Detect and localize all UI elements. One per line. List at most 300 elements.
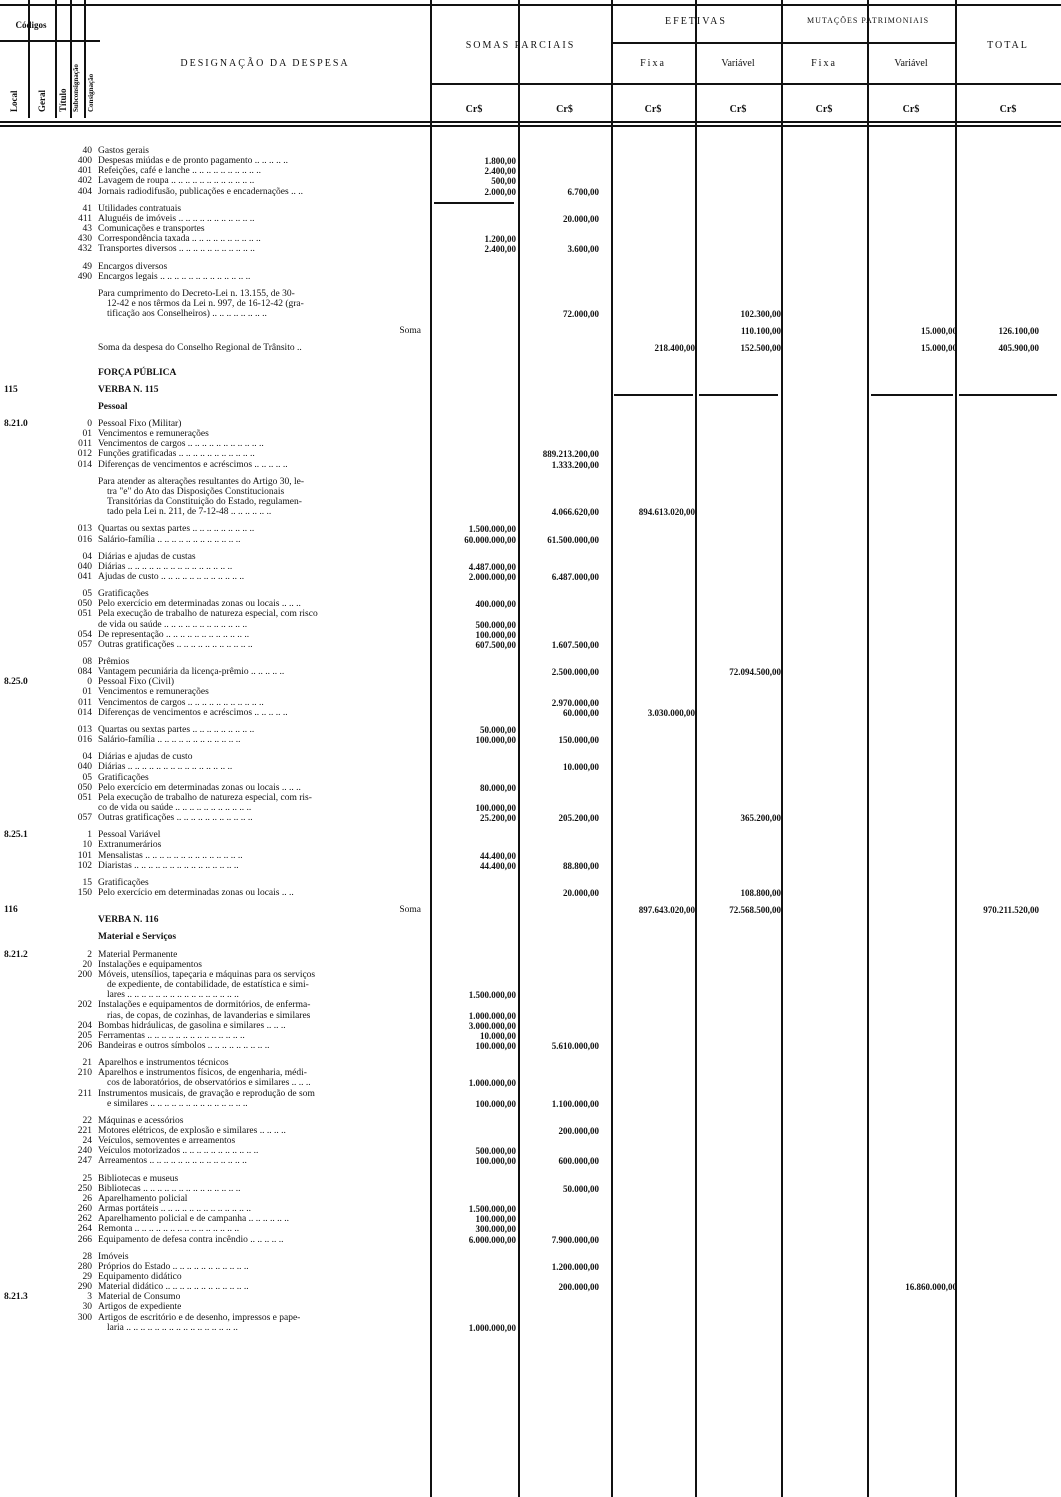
amount-c1: 44.400,00 xyxy=(480,860,516,871)
row-description: Pessoal Variável xyxy=(98,830,161,841)
table-row xyxy=(0,609,1061,619)
col-consig-label: Consignação xyxy=(87,73,95,112)
table-row xyxy=(0,1323,1061,1333)
row-code: 0 xyxy=(87,677,92,688)
table-row xyxy=(0,204,1061,214)
currency-col1: Cr$ xyxy=(465,104,483,115)
row-description: lares .. .. .. .. .. .. .. .. .. .. .. .. .. .. .. .. xyxy=(107,990,239,1001)
row-code: 25 xyxy=(82,1173,92,1184)
row-code: 202 xyxy=(77,1000,92,1011)
row-code: 057 xyxy=(77,813,92,824)
row-code: 08 xyxy=(82,657,92,667)
row-code: 102 xyxy=(77,860,92,871)
row-code: 012 xyxy=(77,449,92,460)
row-code: 01 xyxy=(82,687,92,698)
row-description: Soma da despesa do Conselho Regional de Trânsito .. xyxy=(98,343,302,354)
table-row xyxy=(0,234,1061,244)
table-row xyxy=(0,915,1061,925)
currency-col3: Cr$ xyxy=(644,104,662,115)
table-row xyxy=(0,1089,1061,1099)
table-row xyxy=(0,497,1061,507)
soma-label: Soma xyxy=(399,326,421,337)
row-description: Correspondência taxada .. .. .. .. .. .. .. .. .. .. xyxy=(98,234,261,245)
row-description: de expediente, de contabilidade, de estatística e simi- xyxy=(107,980,309,991)
efetivas-label: EFETIVAS xyxy=(665,16,727,27)
amount-c2: 150.000,00 xyxy=(558,735,599,746)
row-code: 054 xyxy=(77,629,92,640)
row-code: 084 xyxy=(77,667,92,678)
amount-c4: 152.500,00 xyxy=(740,343,781,354)
table-row xyxy=(0,552,1061,562)
table-row xyxy=(0,1146,1061,1156)
amount-c1: 80.000,00 xyxy=(480,782,516,793)
row-description: Material didático .. .. .. .. .. .. .. .. .. .. .. .. xyxy=(98,1282,249,1293)
amount-c1: 1.000.000,00 xyxy=(468,1010,516,1021)
row-description: Material e Serviços xyxy=(98,932,177,943)
amount-c1: 500.000,00 xyxy=(475,619,516,630)
table-row xyxy=(0,1068,1061,1078)
row-description: Equipamento didático xyxy=(98,1271,182,1282)
row-code: 04 xyxy=(82,551,92,562)
amount-c2: 1.333.200,00 xyxy=(551,459,599,470)
table-row xyxy=(0,1184,1061,1194)
row-description: Gratificações xyxy=(98,589,149,600)
row-description: FORÇA PÚBLICA xyxy=(98,367,177,378)
table-row xyxy=(0,1235,1061,1245)
amount-c2: 2.970.000,00 xyxy=(551,697,599,708)
amount-c1: 4.487.000,00 xyxy=(468,561,516,572)
row-local-code: 8.25.0 xyxy=(4,677,28,688)
row-description: Quartas ou sextas partes .. .. .. .. .. .. .. .. .. xyxy=(98,524,255,535)
table-row xyxy=(0,1099,1061,1109)
row-description: Vantagem pecuniária da licença-prêmio .. .. .. .. .. xyxy=(98,667,285,678)
row-description: Refeições, café e lanche .. .. .. .. .. .. .. .. .. .. xyxy=(98,166,262,177)
table-row xyxy=(0,708,1061,718)
row-code: 04 xyxy=(82,752,92,763)
amount-c2: 1.100.000,00 xyxy=(551,1098,599,1109)
row-code: 300 xyxy=(77,1312,92,1323)
row-description: Gratificações xyxy=(98,877,149,888)
table-row xyxy=(0,1292,1061,1302)
row-description: tra "e" do Ato das Disposições Constitucionais xyxy=(107,486,285,497)
table-row xyxy=(0,1174,1061,1184)
row-description: Prêmios xyxy=(98,657,130,667)
col-rule-geral xyxy=(55,0,57,118)
table-row xyxy=(0,1194,1061,1204)
table-row xyxy=(0,429,1061,439)
codigos-label: Códigos xyxy=(15,20,47,30)
table-row xyxy=(0,562,1061,572)
table-row xyxy=(0,1302,1061,1312)
row-description: Salário-família .. .. .. .. .. .. .. .. .. .. .. .. xyxy=(98,735,241,746)
amount-c2: 889.213.200,00 xyxy=(542,449,599,460)
amount-c3: 897.643.020,00 xyxy=(638,905,695,916)
table-row xyxy=(0,1214,1061,1224)
amount-c1: 1.500.000,00 xyxy=(468,1204,516,1215)
row-description: Bibliotecas e museus xyxy=(98,1173,179,1184)
table-row xyxy=(0,783,1061,793)
amount-c7: 970.211.520,00 xyxy=(983,905,1039,916)
total-rule xyxy=(959,394,1057,396)
row-description: Encargos diversos xyxy=(98,261,168,272)
row-code: 210 xyxy=(77,1068,92,1079)
currency-col5: Cr$ xyxy=(815,104,833,115)
table-row xyxy=(0,1282,1061,1292)
table-row xyxy=(0,535,1061,545)
table-row xyxy=(0,1272,1061,1282)
col-rule-local xyxy=(28,0,30,118)
table-row xyxy=(0,244,1061,254)
row-code: 240 xyxy=(77,1146,92,1157)
table-row xyxy=(0,1116,1061,1126)
table-row xyxy=(0,224,1061,234)
row-code: 280 xyxy=(77,1261,92,1272)
amount-c1: 1.200,00 xyxy=(484,234,516,245)
row-code: 411 xyxy=(78,213,92,224)
amount-c6: 15.000,00 xyxy=(921,343,957,354)
variavel-label: Variável xyxy=(721,58,755,69)
amount-c2: 6.487.000,00 xyxy=(551,571,599,582)
amount-c1: 100.000,00 xyxy=(475,1040,516,1051)
amount-c1: 400.000,00 xyxy=(475,599,516,610)
row-local-code: 8.21.2 xyxy=(4,949,28,960)
row-code: 41 xyxy=(82,203,92,214)
amount-c2: 2.500.000,00 xyxy=(551,667,599,678)
row-description: Artigos de expediente xyxy=(98,1302,182,1313)
amount-c7: 126.100,00 xyxy=(998,326,1039,337)
table-row xyxy=(0,1058,1061,1068)
row-code: 40 xyxy=(82,146,92,156)
row-description: Instalações e equipamentos xyxy=(98,959,202,970)
row-description: Arreamentos .. .. .. .. .. .. .. .. .. .. .. .. .. .. xyxy=(98,1156,247,1167)
table-row xyxy=(0,698,1061,708)
table-row xyxy=(0,1000,1061,1010)
row-code: 014 xyxy=(77,459,92,470)
row-description: Outras gratificações .. .. .. .. .. .. .. .. .. .. .. xyxy=(98,813,253,824)
amount-c1: 500.000,00 xyxy=(475,1146,516,1157)
table-row xyxy=(0,299,1061,309)
currency-col6: Cr$ xyxy=(902,104,920,115)
table-row xyxy=(0,630,1061,640)
table-row xyxy=(0,1031,1061,1041)
table-row xyxy=(0,1011,1061,1021)
row-code: 15 xyxy=(82,877,92,888)
col-geral-label: Geral xyxy=(37,90,47,112)
row-description: Pessoal xyxy=(98,401,128,412)
row-description: Ajudas de custo .. .. .. .. .. .. .. .. .. .. .. .. xyxy=(98,571,245,582)
row-description: Vencimentos e remunerações xyxy=(98,429,209,440)
row-description: tificação aos Conselheiros) .. .. .. .. .. .. .. .. xyxy=(107,309,267,320)
row-description: Aluguéis de imóveis .. .. .. .. .. .. .. .. .. .. .. xyxy=(98,213,255,224)
row-description: co de vida ou saúde .. .. .. .. .. .. .. .. .. .. .. xyxy=(98,802,252,813)
row-description: Vencimentos e remunerações xyxy=(98,687,209,698)
header-bottom-rule xyxy=(0,121,1061,123)
row-description: Pelo exercício em determinadas zonas ou locais .. .. .. xyxy=(98,782,301,793)
row-code: 0 xyxy=(87,419,92,429)
row-code: 016 xyxy=(77,534,92,545)
row-description: Remonta .. .. .. .. .. .. .. .. .. .. .. .. .. .. .. xyxy=(98,1224,240,1235)
table-row xyxy=(0,289,1061,299)
row-description: Diárias e ajudas de custo xyxy=(98,752,193,763)
currency-col4: Cr$ xyxy=(729,104,747,115)
amount-c2: 20.000,00 xyxy=(563,888,599,898)
row-code: 290 xyxy=(77,1282,92,1293)
table-row xyxy=(0,214,1061,224)
row-code: 204 xyxy=(77,1020,92,1031)
amount-c7: 405.900,00 xyxy=(998,343,1039,354)
row-code: 43 xyxy=(82,224,92,235)
row-code: 30 xyxy=(82,1302,92,1313)
table-row xyxy=(0,146,1061,156)
table-row xyxy=(0,813,1061,823)
table-row xyxy=(0,599,1061,609)
col-titulo-label: Título xyxy=(58,88,68,112)
amount-c1: 1.000.000,00 xyxy=(468,1322,516,1333)
row-code: 011 xyxy=(78,439,92,450)
row-code: 21 xyxy=(82,1058,92,1069)
row-code: 013 xyxy=(77,524,92,535)
table-row xyxy=(0,402,1061,412)
col-rule-subconsig xyxy=(84,0,86,118)
header-top-rule xyxy=(0,4,1061,6)
row-code: 051 xyxy=(77,609,92,620)
row-description: Artigos de escritório e de desenho, impressos e pape- xyxy=(98,1312,301,1323)
currency-col2: Cr$ xyxy=(556,104,573,115)
total-rule xyxy=(614,394,693,396)
row-local-code: 8.25.1 xyxy=(4,830,28,841)
amount-c3: 894.613.020,00 xyxy=(638,507,695,518)
amount-c1: 3.000.000,00 xyxy=(468,1020,516,1031)
row-description: Pela execução de trabalho de natureza especial, com ris- xyxy=(98,792,312,803)
row-code: 10 xyxy=(82,840,92,851)
table-row xyxy=(0,960,1061,970)
amount-c2: 61.500.000,00 xyxy=(547,534,599,545)
table-row xyxy=(0,888,1061,898)
amount-c4: 108.800,00 xyxy=(740,888,781,898)
table-row xyxy=(0,640,1061,650)
table-row xyxy=(0,1224,1061,1234)
row-description: Veículos, semoventes e arreamentos xyxy=(98,1136,236,1147)
row-code: 402 xyxy=(77,176,92,187)
row-description: Diárias .. .. .. .. .. .. .. .. .. .. .. .. .. .. .. xyxy=(98,561,233,572)
table-row xyxy=(0,187,1061,197)
table-row xyxy=(0,1262,1061,1272)
row-code: 016 xyxy=(77,735,92,746)
row-code: 22 xyxy=(82,1115,92,1126)
row-description: Transportes diversos .. .. .. .. .. .. .. .. .. .. .. xyxy=(98,244,255,255)
table-row xyxy=(0,439,1061,449)
table-row xyxy=(0,507,1061,517)
total-label: TOTAL xyxy=(987,40,1029,51)
amount-c2: 20.000,00 xyxy=(563,213,599,224)
row-description: Diárias .. .. .. .. .. .. .. .. .. .. .. .. .. .. .. xyxy=(98,762,233,773)
row-code: 29 xyxy=(82,1271,92,1282)
amount-c4: 72.094.500,00 xyxy=(729,667,781,678)
amount-c1: 100.000,00 xyxy=(475,802,516,813)
row-description: Comunicações e transportes xyxy=(98,224,205,235)
row-description: Pessoal Fixo (Civil) xyxy=(98,677,175,688)
table-row xyxy=(0,477,1061,487)
row-description: Pessoal Fixo (Militar) xyxy=(98,419,182,429)
row-code: 266 xyxy=(77,1234,92,1245)
row-description: Gratificações xyxy=(98,772,149,783)
row-description: VERBA N. 115 xyxy=(98,384,159,395)
row-description: cos de laboratórios, de observatórios e similares .. .. .. xyxy=(107,1078,311,1089)
table-row xyxy=(0,861,1061,871)
col-local-label: Local xyxy=(9,90,19,112)
mut-fixa-label: Fixa xyxy=(811,58,837,69)
soma-label: Soma xyxy=(399,905,421,916)
amount-c2: 5.610.000,00 xyxy=(551,1040,599,1051)
amount-c2: 6.700,00 xyxy=(567,186,599,197)
amount-c1: 10.000,00 xyxy=(480,1030,516,1041)
table-row xyxy=(0,793,1061,803)
amount-c2: 10.000,00 xyxy=(563,762,599,773)
row-description: rias, de copas, de cozinhas, de lavanderias e similares xyxy=(107,1010,311,1021)
table-row xyxy=(0,1252,1061,1262)
amount-c1: 100.000,00 xyxy=(475,1214,516,1225)
amount-c1: 300.000,00 xyxy=(475,1224,516,1235)
amount-c4: 365.200,00 xyxy=(740,813,781,824)
table-row xyxy=(0,1126,1061,1136)
row-code: 432 xyxy=(77,244,92,255)
amount-c1: 44.400,00 xyxy=(480,850,516,861)
row-description: Pelo exercício em determinadas zonas ou locais .. .. .. xyxy=(98,599,301,610)
currency-col7: Cr$ xyxy=(999,104,1017,115)
row-description: Para atender as alterações resultantes do Artigo 30, le- xyxy=(98,476,305,487)
amount-c1: 2.000.000,00 xyxy=(468,571,516,582)
row-description: laria .. .. .. .. .. .. .. .. .. .. .. .. .. .. .. .. xyxy=(107,1322,238,1333)
row-description: VERBA N. 116 xyxy=(98,915,159,926)
amount-c2: 3.600,00 xyxy=(567,244,599,255)
row-code: 264 xyxy=(77,1224,92,1235)
row-description: Utilidades contratuais xyxy=(98,203,182,214)
row-local-code: 115 xyxy=(4,384,18,395)
row-code: 05 xyxy=(82,772,92,783)
amount-c1: 100.000,00 xyxy=(475,1098,516,1109)
table-row xyxy=(0,932,1061,942)
amount-c1: 50.000,00 xyxy=(480,724,516,735)
table-row xyxy=(0,990,1061,1000)
row-description: Bibliotecas .. .. .. .. .. .. .. .. .. .. .. .. .. .. xyxy=(98,1183,241,1194)
table-row xyxy=(0,326,1061,336)
row-description: De representação .. .. .. .. .. .. .. .. .. .. .. .. xyxy=(98,629,250,640)
row-code: 1 xyxy=(87,830,92,841)
row-code: 430 xyxy=(77,234,92,245)
amount-c1: 2.000,00 xyxy=(484,186,516,197)
row-code: 205 xyxy=(77,1030,92,1041)
table-row xyxy=(0,460,1061,470)
row-code: 101 xyxy=(77,850,92,861)
table-row xyxy=(0,1041,1061,1051)
amount-c1: 500,00 xyxy=(491,176,516,187)
row-description: Diferenças de vencimentos e acréscimos .. .. .. .. .. xyxy=(98,459,288,470)
row-code: 2 xyxy=(87,949,92,960)
row-description: Para cumprimento do Decreto-Lei n. 13.155, de 30- xyxy=(98,288,295,299)
row-description: Equipamento de defesa contra incêndio .. .. .. .. .. xyxy=(98,1234,284,1245)
row-description: 12-42 e nos têrmos da Lei n. 997, de 16-12-42 (gra- xyxy=(107,298,304,309)
table-row xyxy=(0,980,1061,990)
amount-c1: 1.000.000,00 xyxy=(468,1078,516,1089)
row-description: Motores elétricos, de explosão e similares .. .. .. .. xyxy=(98,1126,286,1136)
row-code: 01 xyxy=(82,429,92,440)
amount-c6: 15.000,00 xyxy=(921,326,957,337)
row-description: Transitórias da Constituição do Estado, regulamen- xyxy=(107,497,302,508)
row-description: Imóveis xyxy=(98,1251,129,1262)
row-description: Quartas ou sextas partes .. .. .. .. .. .. .. .. .. xyxy=(98,724,255,735)
col-subconsig-label: Subconsignação xyxy=(72,64,80,112)
table-row xyxy=(0,950,1061,960)
table-row xyxy=(0,970,1061,980)
row-description: Aparelhos e instrumentos físicos, de engenharia, médi- xyxy=(98,1068,307,1079)
table-row xyxy=(0,449,1061,459)
row-code: 05 xyxy=(82,589,92,600)
row-code: 262 xyxy=(77,1214,92,1225)
table-row xyxy=(0,368,1061,378)
row-description: Diaristas .. .. .. .. .. .. .. .. .. .. .. .. .. .. .. xyxy=(98,860,239,871)
row-code: 20 xyxy=(82,959,92,970)
amount-c4: 110.100,00 xyxy=(740,326,781,337)
table-row xyxy=(0,1156,1061,1166)
table-row xyxy=(0,878,1061,888)
mut-variavel-label: Variável xyxy=(894,58,928,69)
row-code: 051 xyxy=(77,792,92,803)
row-description: Despesas miúdas e de pronto pagamento .. .. .. .. .. xyxy=(98,156,288,167)
row-description: Extranumerários xyxy=(98,840,162,851)
table-row xyxy=(0,725,1061,735)
table-row xyxy=(0,840,1061,850)
row-code: 26 xyxy=(82,1193,92,1204)
efetivas-rule xyxy=(611,42,955,44)
amount-c1: 1.500.000,00 xyxy=(468,524,516,535)
table-row xyxy=(0,176,1061,186)
row-code: 49 xyxy=(82,261,92,272)
row-code: 3 xyxy=(87,1292,92,1303)
table-row xyxy=(0,419,1061,429)
amount-c1: 1.800,00 xyxy=(484,156,516,167)
table-row xyxy=(0,524,1061,534)
row-code: 040 xyxy=(77,762,92,773)
amount-c2: 4.066.620,00 xyxy=(551,507,599,518)
amount-c3: 218.400,00 xyxy=(654,343,695,354)
amount-c2: 205.200,00 xyxy=(558,813,599,824)
amount-c2: 200.000,00 xyxy=(558,1282,599,1293)
table-row xyxy=(0,166,1061,176)
table-row xyxy=(0,851,1061,861)
row-description: Material de Consumo xyxy=(98,1292,181,1303)
row-description: Encargos legais .. .. .. .. .. .. .. .. .. .. .. .. .. xyxy=(98,271,251,282)
table-row xyxy=(0,272,1061,282)
row-code: 011 xyxy=(78,697,92,708)
subtotal-rule xyxy=(434,202,514,204)
amount-c6: 16.860.000,00 xyxy=(905,1282,957,1293)
codigos-rule xyxy=(0,40,100,42)
table-row xyxy=(0,803,1061,813)
table-row xyxy=(0,572,1061,582)
table-row xyxy=(0,1313,1061,1323)
row-description: Vencimentos de cargos .. .. .. .. .. .. .. .. .. .. .. xyxy=(98,697,264,708)
table-row xyxy=(0,735,1061,745)
row-description: Pela execução de trabalho de natureza especial, com risco xyxy=(98,609,318,620)
table-row xyxy=(0,657,1061,667)
amount-c2: 50.000,00 xyxy=(563,1183,599,1194)
row-description: Ferramentas .. .. .. .. .. .. .. .. .. .. .. .. .. .. xyxy=(98,1030,245,1041)
amount-c2: 1.200.000,00 xyxy=(551,1261,599,1272)
amount-c1: 607.500,00 xyxy=(475,639,516,650)
row-description: tado pela Lei n. 211, de 7-12-48 .. .. .. .. .. .. xyxy=(107,507,272,518)
row-code: 013 xyxy=(77,724,92,735)
row-description: Instrumentos musicais, de gravação e reprodução de som xyxy=(98,1088,315,1099)
